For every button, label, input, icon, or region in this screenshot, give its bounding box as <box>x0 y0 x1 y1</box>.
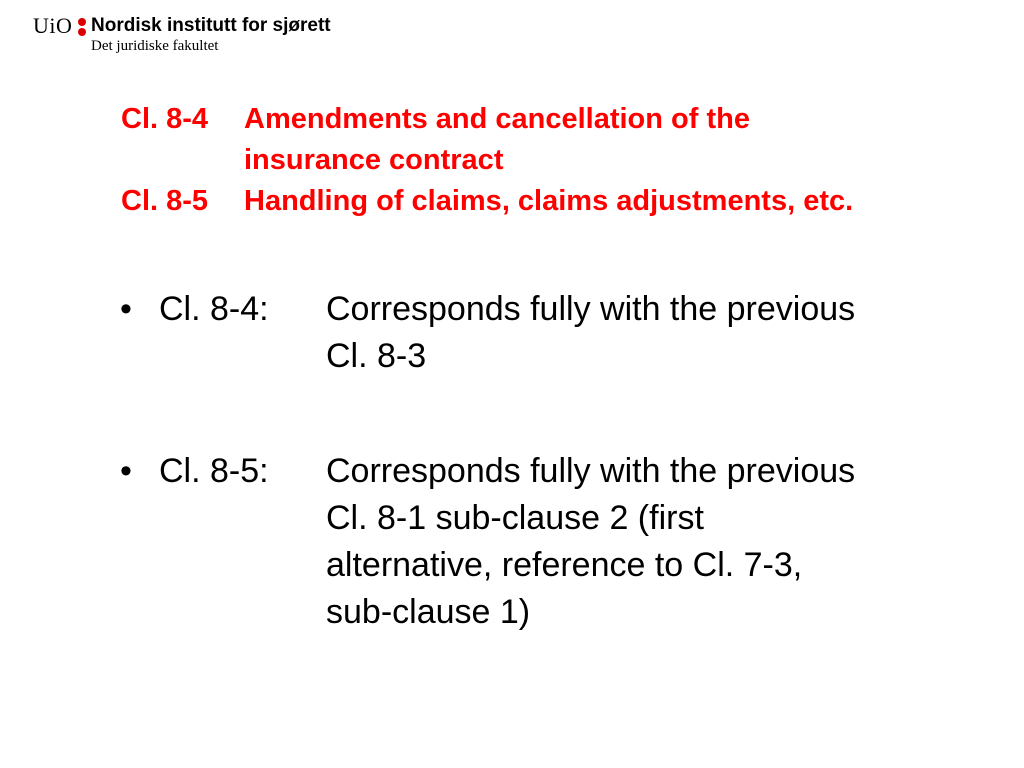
bullet-line: alternative, reference to Cl. 7-3, <box>326 546 803 584</box>
logo-dot-top <box>78 18 86 26</box>
faculty-name: Det juridiske fakultet <box>91 38 219 54</box>
title-clause-text: Amendments and cancellation of the <box>244 103 750 135</box>
uio-dots-icon <box>78 17 86 37</box>
title-clause-text: Handling of claims, claims adjustments, etc. <box>244 185 854 217</box>
bullet-clause-ref: Cl. 8-5: <box>159 452 269 490</box>
bullet-list <box>120 286 1000 636</box>
bullet-text <box>326 448 966 636</box>
bullet-line: sub-clause 1) <box>326 593 531 631</box>
title-clause-ref: Cl. 8-4 <box>121 103 209 135</box>
slide-title <box>121 99 1001 222</box>
bullet-line: Corresponds fully with the previous <box>326 290 856 328</box>
bullet-line: Cl. 8-1 sub-clause 2 (first <box>326 499 704 537</box>
bullet-marker: • <box>120 290 132 328</box>
bullet-text <box>326 286 966 380</box>
title-row <box>121 140 1001 181</box>
bullet-line: Corresponds fully with the previous <box>326 452 856 490</box>
institution-logo <box>33 12 373 56</box>
title-row <box>121 181 1001 222</box>
bullet-clause-ref: Cl. 8-4: <box>159 290 269 328</box>
institute-name: Nordisk institutt for sjørett <box>91 15 331 36</box>
uio-wordmark: UiO <box>33 13 73 38</box>
title-row <box>121 99 1001 140</box>
bullet-line: Cl. 8-3 <box>326 337 427 375</box>
bullet-item-cl-8-5 <box>120 448 1000 636</box>
logo-dot-bottom <box>78 28 86 36</box>
title-clause-ref: Cl. 8-5 <box>121 185 209 217</box>
bullet-marker: • <box>120 452 132 490</box>
bullet-item-cl-8-4 <box>120 286 1000 380</box>
title-clause-text: insurance contract <box>244 144 504 176</box>
